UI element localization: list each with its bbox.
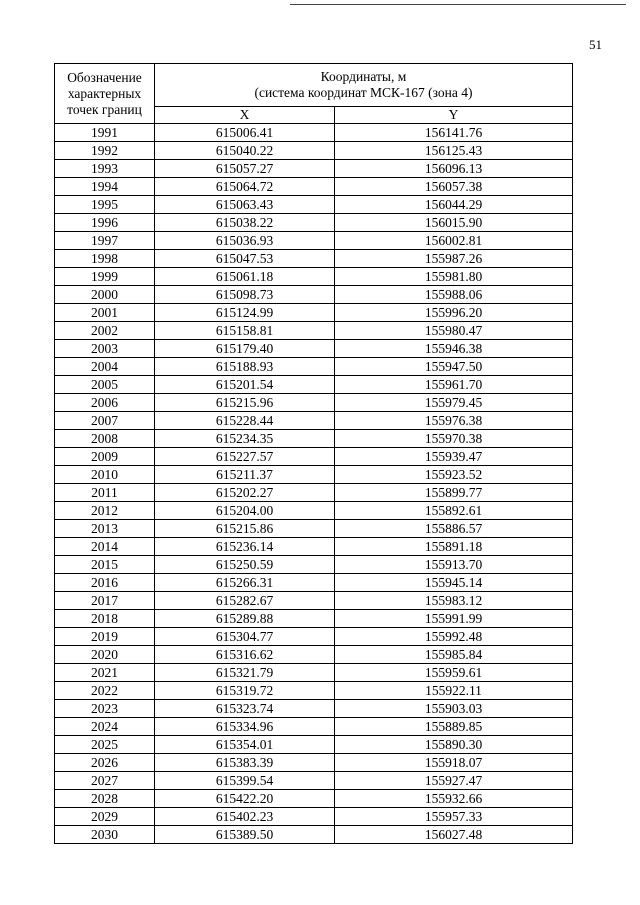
y-coordinate-cell: 155976.38 [335, 412, 573, 430]
y-coordinate-cell: 155947.50 [335, 358, 573, 376]
y-coordinate-cell: 155899.77 [335, 484, 573, 502]
table-row [55, 538, 573, 556]
point-number-cell: 2023 [55, 700, 155, 718]
table-row [55, 718, 573, 736]
x-coordinate-cell: 615402.23 [155, 808, 335, 826]
x-coordinate-cell: 615234.35 [155, 430, 335, 448]
point-number-cell: 2028 [55, 790, 155, 808]
point-number-cell: 2007 [55, 412, 155, 430]
x-coordinate-cell: 615334.96 [155, 718, 335, 736]
y-coordinate-cell: 155981.80 [335, 268, 573, 286]
table-row [55, 124, 573, 142]
point-number-cell: 2006 [55, 394, 155, 412]
header-point-line: характерных [67, 85, 142, 101]
header-coordinate-system: (система координат МСК-167 (зона 4) [254, 84, 473, 100]
point-number-cell: 2015 [55, 556, 155, 574]
table-row [55, 736, 573, 754]
y-coordinate-cell: 155932.66 [335, 790, 573, 808]
header-point-line: Обозначение [67, 69, 142, 85]
y-coordinate-cell: 155983.12 [335, 592, 573, 610]
point-number-cell: 1996 [55, 214, 155, 232]
table-row [55, 358, 573, 376]
x-coordinate-cell: 615063.43 [155, 196, 335, 214]
x-coordinate-cell: 615319.72 [155, 682, 335, 700]
x-coordinate-cell: 615215.96 [155, 394, 335, 412]
point-number-cell: 2014 [55, 538, 155, 556]
y-coordinate-cell: 156015.90 [335, 214, 573, 232]
point-number-cell: 1992 [55, 142, 155, 160]
table-row [55, 340, 573, 358]
top-rule [290, 4, 626, 5]
x-coordinate-cell: 615321.79 [155, 664, 335, 682]
x-coordinate-cell: 615038.22 [155, 214, 335, 232]
point-number-cell: 2009 [55, 448, 155, 466]
y-coordinate-cell: 155927.47 [335, 772, 573, 790]
point-number-cell: 2013 [55, 520, 155, 538]
y-coordinate-cell: 155970.38 [335, 430, 573, 448]
table-row [55, 826, 573, 844]
y-coordinate-cell: 155987.26 [335, 250, 573, 268]
point-number-cell: 2025 [55, 736, 155, 754]
x-coordinate-cell: 615188.93 [155, 358, 335, 376]
point-number-cell: 2001 [55, 304, 155, 322]
x-coordinate-cell: 615228.44 [155, 412, 335, 430]
table-row [55, 754, 573, 772]
point-number-cell: 2027 [55, 772, 155, 790]
point-number-cell: 2030 [55, 826, 155, 844]
table-row [55, 250, 573, 268]
table-row [55, 610, 573, 628]
point-number-cell: 2021 [55, 664, 155, 682]
table-row [55, 376, 573, 394]
x-coordinate-cell: 615061.18 [155, 268, 335, 286]
point-number-cell: 2024 [55, 718, 155, 736]
point-number-cell: 2020 [55, 646, 155, 664]
x-coordinate-cell: 615227.57 [155, 448, 335, 466]
table-body [55, 124, 573, 844]
point-number-cell: 2026 [55, 754, 155, 772]
point-number-cell: 1995 [55, 196, 155, 214]
coordinates-table [54, 63, 573, 844]
x-coordinate-cell: 615036.93 [155, 232, 335, 250]
y-coordinate-cell: 155980.47 [335, 322, 573, 340]
header-point-line: точек границ [67, 101, 142, 117]
table-row [55, 304, 573, 322]
x-coordinate-cell: 615158.81 [155, 322, 335, 340]
point-number-cell: 2022 [55, 682, 155, 700]
page-number: 51 [589, 37, 602, 52]
y-coordinate-cell: 155979.45 [335, 394, 573, 412]
table-row [55, 592, 573, 610]
x-coordinate-cell: 615304.77 [155, 628, 335, 646]
table-row [55, 790, 573, 808]
table-row [55, 286, 573, 304]
y-coordinate-cell: 156125.43 [335, 142, 573, 160]
x-coordinate-cell: 615064.72 [155, 178, 335, 196]
x-coordinate-cell: 615354.01 [155, 736, 335, 754]
x-coordinate-cell: 615006.41 [155, 124, 335, 142]
point-number-cell: 1997 [55, 232, 155, 250]
point-number-cell: 2000 [55, 286, 155, 304]
x-coordinate-cell: 615323.74 [155, 700, 335, 718]
table-row [55, 520, 573, 538]
y-coordinate-cell: 155985.84 [335, 646, 573, 664]
point-number-cell: 2017 [55, 592, 155, 610]
header-x: X [155, 106, 335, 123]
point-number-cell: 2002 [55, 322, 155, 340]
table-row [55, 484, 573, 502]
x-coordinate-cell: 615047.53 [155, 250, 335, 268]
y-coordinate-cell: 156044.29 [335, 196, 573, 214]
y-coordinate-cell: 155946.38 [335, 340, 573, 358]
point-number-cell: 2005 [55, 376, 155, 394]
table-row [55, 772, 573, 790]
point-number-cell: 2012 [55, 502, 155, 520]
x-coordinate-cell: 615422.20 [155, 790, 335, 808]
header-coordinates-title: Координаты, м [320, 68, 407, 84]
point-number-cell: 2010 [55, 466, 155, 484]
table-row [55, 808, 573, 826]
y-coordinate-cell: 156057.38 [335, 178, 573, 196]
x-coordinate-cell: 615383.39 [155, 754, 335, 772]
table-row [55, 448, 573, 466]
point-number-cell: 2011 [55, 484, 155, 502]
table-row [55, 664, 573, 682]
point-number-cell: 1999 [55, 268, 155, 286]
header-coordinates [155, 64, 573, 107]
y-coordinate-cell: 155923.52 [335, 466, 573, 484]
y-coordinate-cell: 155892.61 [335, 502, 573, 520]
point-number-cell: 2008 [55, 430, 155, 448]
x-coordinate-cell: 615057.27 [155, 160, 335, 178]
y-coordinate-cell: 156096.13 [335, 160, 573, 178]
point-number-cell: 2003 [55, 340, 155, 358]
table-row [55, 700, 573, 718]
y-coordinate-cell: 155996.20 [335, 304, 573, 322]
y-coordinate-cell: 155988.06 [335, 286, 573, 304]
table-row [55, 142, 573, 160]
x-coordinate-cell: 615236.14 [155, 538, 335, 556]
x-coordinate-cell: 615215.86 [155, 520, 335, 538]
y-coordinate-cell: 155891.18 [335, 538, 573, 556]
table-row [55, 322, 573, 340]
y-coordinate-cell: 155889.85 [335, 718, 573, 736]
x-coordinate-cell: 615124.99 [155, 304, 335, 322]
table-row [55, 394, 573, 412]
table-row [55, 466, 573, 484]
table-row [55, 682, 573, 700]
x-coordinate-cell: 615266.31 [155, 574, 335, 592]
point-number-cell: 2019 [55, 628, 155, 646]
table-row [55, 412, 573, 430]
y-coordinate-cell: 156141.76 [335, 124, 573, 142]
y-coordinate-cell: 155991.99 [335, 610, 573, 628]
y-coordinate-cell: 155890.30 [335, 736, 573, 754]
y-coordinate-cell: 155959.61 [335, 664, 573, 682]
table-row [55, 646, 573, 664]
table-row [55, 430, 573, 448]
table-row [55, 196, 573, 214]
x-coordinate-cell: 615179.40 [155, 340, 335, 358]
y-coordinate-cell: 155992.48 [335, 628, 573, 646]
x-coordinate-cell: 615204.00 [155, 502, 335, 520]
y-coordinate-cell: 156027.48 [335, 826, 573, 844]
x-coordinate-cell: 615289.88 [155, 610, 335, 628]
table-row [55, 232, 573, 250]
y-coordinate-cell: 155922.11 [335, 682, 573, 700]
table-row [55, 502, 573, 520]
y-coordinate-cell: 155939.47 [335, 448, 573, 466]
y-coordinate-cell: 156002.81 [335, 232, 573, 250]
y-coordinate-cell: 155913.70 [335, 556, 573, 574]
y-coordinate-cell: 155886.57 [335, 520, 573, 538]
point-number-cell: 2018 [55, 610, 155, 628]
point-number-cell: 2004 [55, 358, 155, 376]
table-row [55, 178, 573, 196]
x-coordinate-cell: 615389.50 [155, 826, 335, 844]
x-coordinate-cell: 615201.54 [155, 376, 335, 394]
x-coordinate-cell: 615040.22 [155, 142, 335, 160]
table-row [55, 556, 573, 574]
x-coordinate-cell: 615399.54 [155, 772, 335, 790]
header-point-designation [55, 64, 155, 124]
point-number-cell: 1994 [55, 178, 155, 196]
point-number-cell: 1993 [55, 160, 155, 178]
y-coordinate-cell: 155918.07 [335, 754, 573, 772]
table-row [55, 160, 573, 178]
x-coordinate-cell: 615202.27 [155, 484, 335, 502]
point-number-cell: 1998 [55, 250, 155, 268]
y-coordinate-cell: 155961.70 [335, 376, 573, 394]
table-row [55, 628, 573, 646]
point-number-cell: 2016 [55, 574, 155, 592]
x-coordinate-cell: 615098.73 [155, 286, 335, 304]
point-number-cell: 2029 [55, 808, 155, 826]
point-number-cell: 1991 [55, 124, 155, 142]
x-coordinate-cell: 615316.62 [155, 646, 335, 664]
table-row [55, 268, 573, 286]
y-coordinate-cell: 155957.33 [335, 808, 573, 826]
header-y: Y [335, 106, 573, 123]
x-coordinate-cell: 615211.37 [155, 466, 335, 484]
x-coordinate-cell: 615282.67 [155, 592, 335, 610]
table-row [55, 574, 573, 592]
table-row [55, 214, 573, 232]
y-coordinate-cell: 155903.03 [335, 700, 573, 718]
x-coordinate-cell: 615250.59 [155, 556, 335, 574]
y-coordinate-cell: 155945.14 [335, 574, 573, 592]
